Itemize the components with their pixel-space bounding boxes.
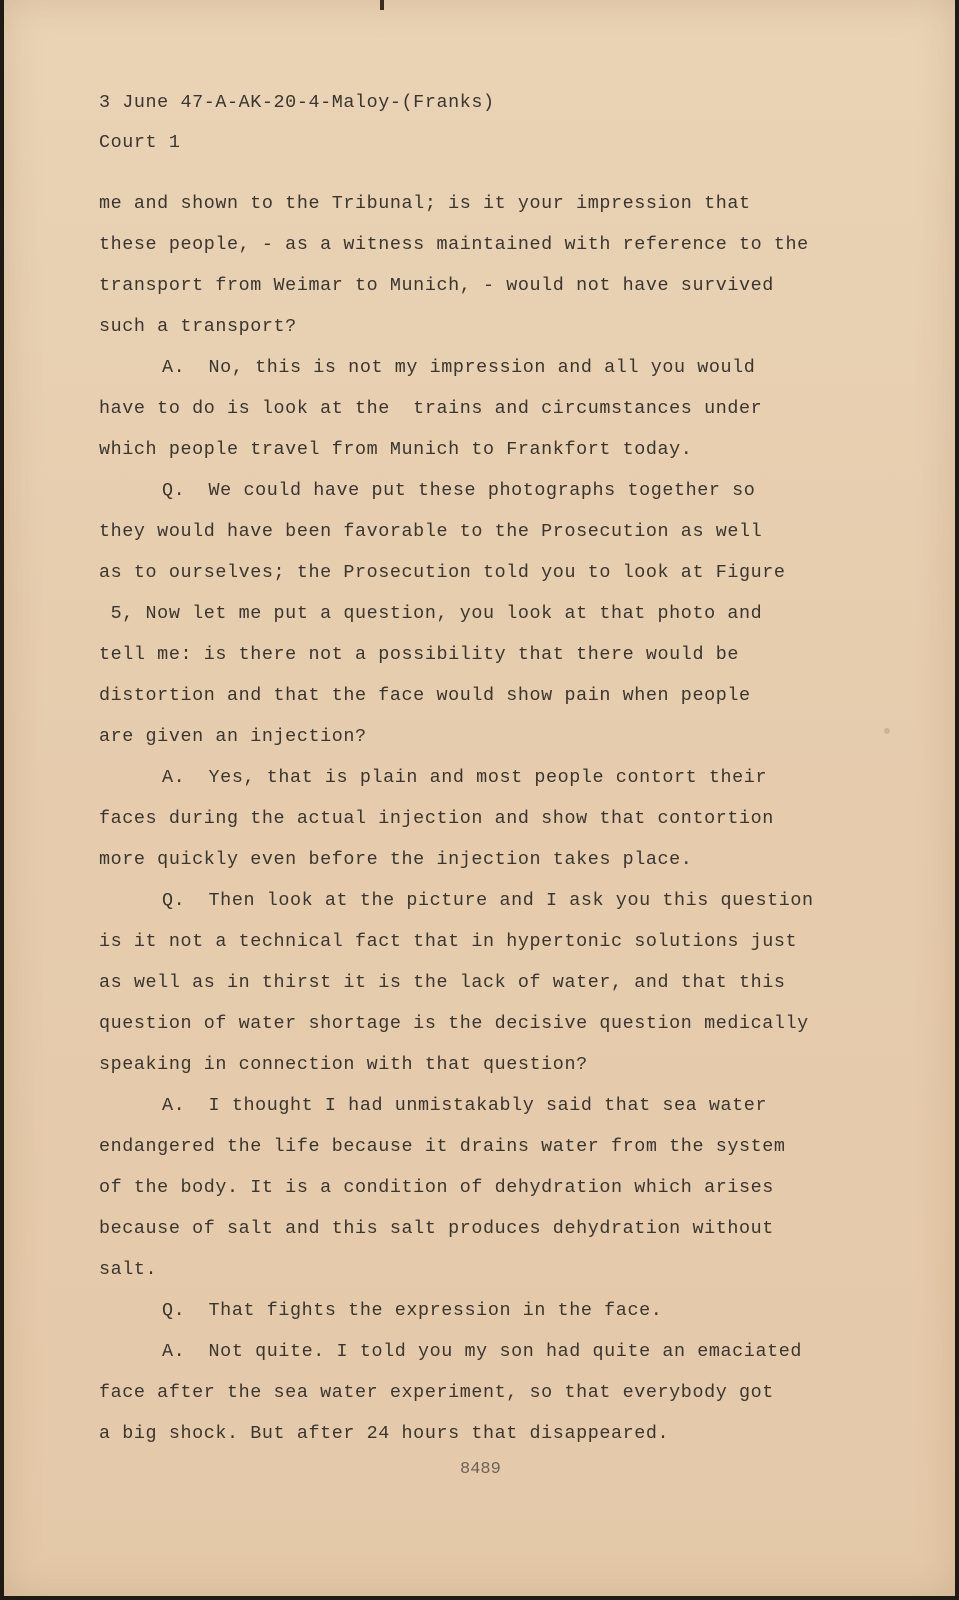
text-line: transport from Weimar to Munich, - would not have survived — [99, 275, 774, 296]
answer-line: A. Yes, that is plain and most people contort their — [162, 767, 768, 788]
text-line: are given an injection? — [99, 726, 367, 747]
document-page — [4, 0, 955, 1596]
answer-line: A. Not quite. I told you my son had quite an emaciated — [162, 1341, 802, 1362]
text-line: which people travel from Munich to Frankfort today. — [99, 439, 693, 460]
text-line: as to ourselves; the Prosecution told you to look at Figure — [99, 562, 786, 583]
text-line: is it not a technical fact that in hypertonic solutions just — [99, 931, 798, 952]
text-line: more quickly even before the injection takes place. — [99, 849, 693, 870]
question-line: Q. Then look at the picture and I ask you this question — [162, 890, 814, 911]
text-line: distortion and that the face would show pain when people — [99, 685, 751, 706]
text-line: me and shown to the Tribunal; is it your impression that — [99, 193, 751, 214]
text-line: face after the sea water experiment, so that everybody got — [99, 1382, 774, 1403]
text-line: a big shock. But after 24 hours that disappeared. — [99, 1423, 670, 1444]
text-line: salt. — [99, 1259, 158, 1280]
paper-speck — [884, 728, 890, 734]
text-line: speaking in connection with that question? — [99, 1054, 588, 1075]
header-date-line: 3 June 47-A-AK-20-4-Maloy-(Franks) — [99, 92, 495, 113]
text-line: endangered the life because it drains water from the system — [99, 1136, 786, 1157]
text-line: these people, - as a witness maintained with reference to the — [99, 234, 809, 255]
answer-line: A. No, this is not my impression and all you would — [162, 357, 756, 378]
question-line: Q. That fights the expression in the face. — [162, 1300, 663, 1321]
header-court-line: Court 1 — [99, 132, 181, 153]
staple-mark — [380, 0, 384, 10]
text-line: of the body. It is a condition of dehydration which arises — [99, 1177, 774, 1198]
text-line: such a transport? — [99, 316, 297, 337]
text-line: as well as in thirst it is the lack of water, and that this — [99, 972, 786, 993]
answer-line: A. I thought I had unmistakably said that sea water — [162, 1095, 768, 1116]
text-line: because of salt and this salt produces dehydration without — [99, 1218, 774, 1239]
text-line: have to do is look at the trains and circumstances under — [99, 398, 763, 419]
text-line: tell me: is there not a possibility that there would be — [99, 644, 739, 665]
text-line: 5, Now let me put a question, you look at that photo and — [99, 603, 763, 624]
text-line: they would have been favorable to the Prosecution as well — [99, 521, 763, 542]
text-line: faces during the actual injection and show that contortion — [99, 808, 774, 829]
text-line: question of water shortage is the decisive question medically — [99, 1013, 809, 1034]
question-line: Q. We could have put these photographs together so — [162, 480, 756, 501]
page-number: 8489 — [460, 1460, 501, 1479]
